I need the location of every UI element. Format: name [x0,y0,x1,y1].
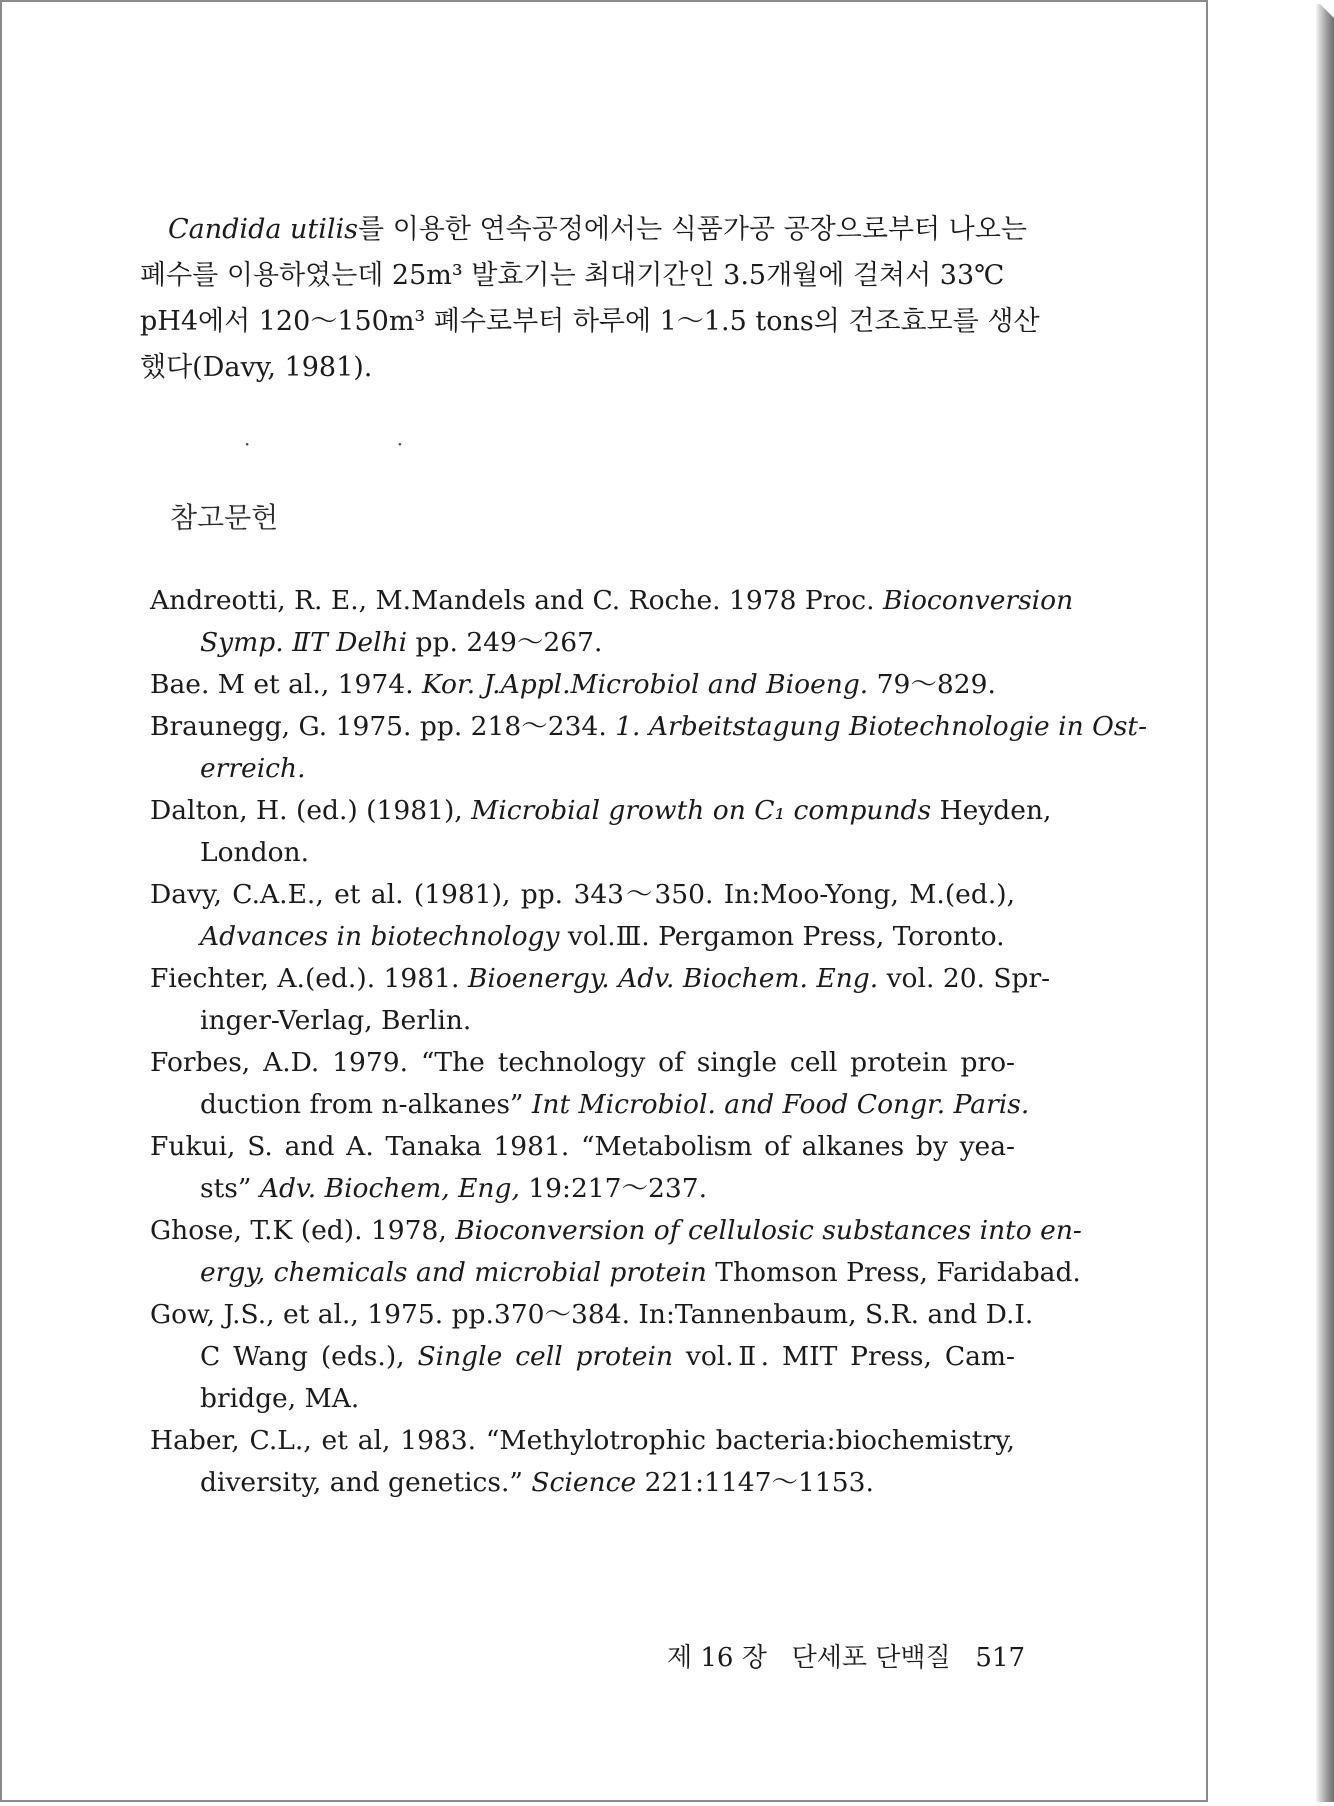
reference-forbes: Forbes, A.D. 1979. “The technology of single cell protein pro- duction from n-alkanes” Int Microbiol. and Food Congr. Paris. [150,1047,1030,1120]
reference-ghose: Ghose, T.K (ed). 1978, Bioconversion of cellulosic substances into en- ergy, chemicals and microbial protein Thomson Press, Faridabad. [150,1215,1082,1288]
page-edge-shadow [1316,4,1334,1802]
reference-fukui: Fukui, S. and A. Tanaka 1981. “Metabolism of alkanes by yea- sts” Adv. Biochem, Eng, 19:217～237. [150,1131,1015,1204]
reference-bae: Bae. M et al., 1974. Kor. J.Appl.Microbiol and Bioeng. 79～829. [150,669,996,700]
reference-andreotti: Andreotti, R. E., M.Mandels and C. Roche. 1978 Proc. Bioconversion Symp. ⅡT Delhi pp. 249～267. [150,585,1074,658]
intro-line-4: 했다(Davy, 1981). [140,352,373,383]
stray-marks: · · [244,432,474,456]
chapter-title: 단세포 단백질 [791,1643,951,1673]
references-heading: 참고문헌 [170,501,279,534]
intro-line-1: Candida utilis를 이용한 연속공정에서는 식품가공 공장으로부터 나오는 [168,214,1027,245]
page-corner [1316,0,1334,18]
intro-paragraph [140,207,1040,391]
reference-braunegg: Braunegg, G. 1975. pp. 218～234. 1. Arbeitstagung Biotechnologie in Ost- erreich. [150,711,1148,784]
reference-fiechter: Fiechter, A.(ed.). 1981. Bioenergy. Adv. Biochem. Eng. vol. 20. Spr- inger-Verlag, Berlin. [150,963,1051,1036]
reference-haber: Haber, C.L., et al, 1983. “Methylotrophic bacteria:biochemistry, diversity, and genetics.” Science 221:1147～1153. [150,1425,1015,1498]
intro-line-2: 폐수를 이용하였는데 25m³ 발효기는 최대기간인 3.5개월에 걸쳐서 33℃ [140,260,1005,291]
reference-list [150,580,1148,1504]
reference-davy: Davy, C.A.E., et al. (1981), pp. 343～350. In:Moo-Yong, M.(ed.), Advances in biotechnology vol.Ⅲ. Pergamon Press, Toronto. [150,879,1015,952]
intro-line-3: pH4에서 120～150m³ 폐수로부터 하루에 1～1.5 tons의 건조효모를 생산 [140,306,1040,337]
reference-dalton: Dalton, H. (ed.) (1981), Microbial growth on C₁ compunds Heyden, London. [150,795,1052,868]
reference-gow: Gow, J.S., et al., 1975. pp.370～384. In:Tannenbaum, S.R. and D.I. C Wang (eds.), Single cell protein vol.Ⅱ. MIT Press, Cam- bridge, MA. [150,1299,1034,1414]
page-number: 517 [975,1643,1026,1673]
page-footer [667,1637,1026,1674]
chapter-label: 제 16 장 [667,1643,767,1673]
